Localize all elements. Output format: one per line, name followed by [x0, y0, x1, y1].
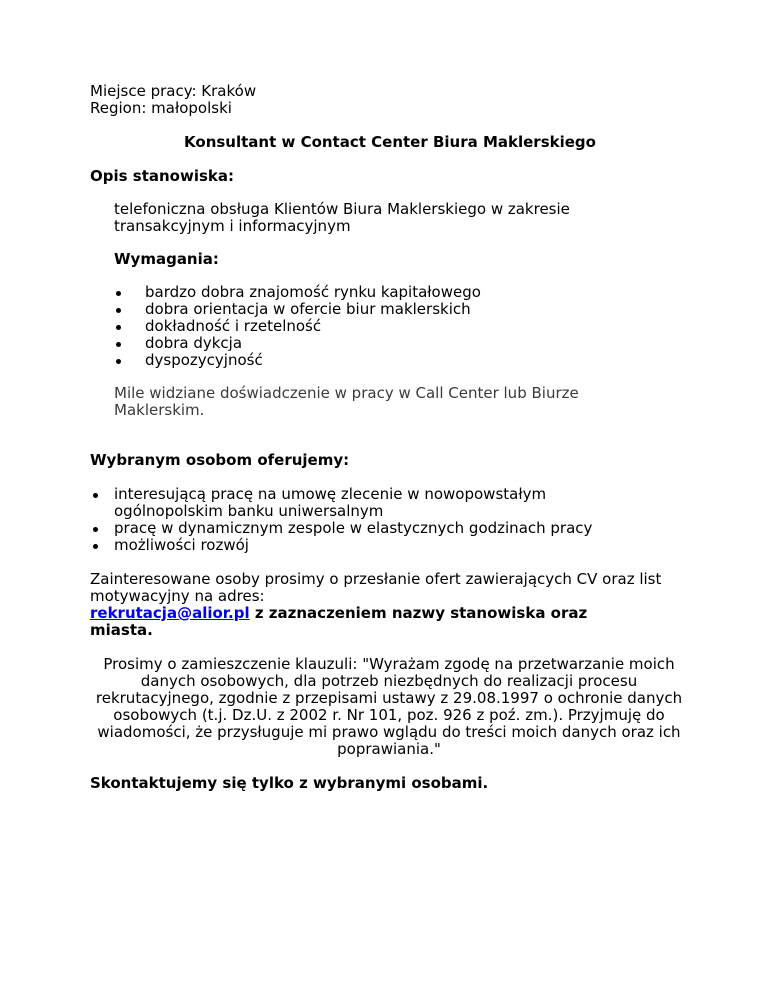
requirements-note: Mile widziane doświadczenie w pracy w Call Center lub Biurze Maklerskim. [114, 384, 579, 419]
requirements-list [90, 284, 690, 369]
job-title: Konsultant w Contact Center Biura Maklerskiego [184, 133, 596, 151]
region-line: Region: małopolski [90, 99, 232, 117]
description-heading: Opis stanowiska: [90, 167, 235, 185]
apply-contact [90, 605, 630, 639]
list-item: interesującą pracę na umowę zlecenie w nowopowstałym ogólnopolskim banku uniwersalnym [90, 486, 589, 520]
consent-clause: Prosimy o zamieszczenie klauzuli: "Wyrażam zgodę na przetwarzanie moich danych osobowych, dla potrzeb niezbędnych do realizacji procesu rekrutacyjnego, zgodnie z przepisami ustawy z 29.08.1997 o ochronie danych osobowych (t.j. Dz.U. z 2002 r. Nr 101, poz. 926 z poź. zm.). Przyjmuję do wiadomości, że przysługuje mi prawo wglądu do treści moich danych oraz ich poprawiania." [95, 655, 683, 758]
offer-heading: Wybranym osobom oferujemy: [90, 451, 350, 469]
apply-text: Zainteresowane osoby prosimy o przesłanie ofert zawierających CV oraz list motywacyjny na adres: [90, 570, 662, 605]
list-item: dyspozycyjność [90, 352, 690, 369]
list-item: bardzo dobra znajomość rynku kapitałowego [90, 284, 690, 301]
list-item: dokładność i rzetelność [90, 318, 690, 335]
job-posting [90, 83, 690, 792]
list-item: dobra orientacja w ofercie biur maklerskich [90, 301, 690, 318]
list-item: dobra dykcja [90, 335, 690, 352]
list-item: pracę w dynamicznym zespole w elastycznych godzinach pracy [90, 520, 690, 537]
workplace-line: Miejsce pracy: Kraków [90, 82, 257, 100]
offer-list [90, 486, 690, 554]
description-text: telefoniczna obsługa Klientów Biura Maklerskiego w zakresie transakcyjnym i informacyjnym [114, 200, 570, 235]
requirements-heading: Wymagania: [114, 250, 219, 268]
list-item: możliwości rozwój [90, 537, 690, 554]
email-suffix: z zaznaczeniem nazwy stanowiska oraz miasta. [90, 604, 588, 639]
closing-note: Skontaktujemy się tylko z wybranymi osobami. [90, 774, 489, 792]
email-link[interactable]: rekrutacja@alior.pl [90, 604, 250, 622]
